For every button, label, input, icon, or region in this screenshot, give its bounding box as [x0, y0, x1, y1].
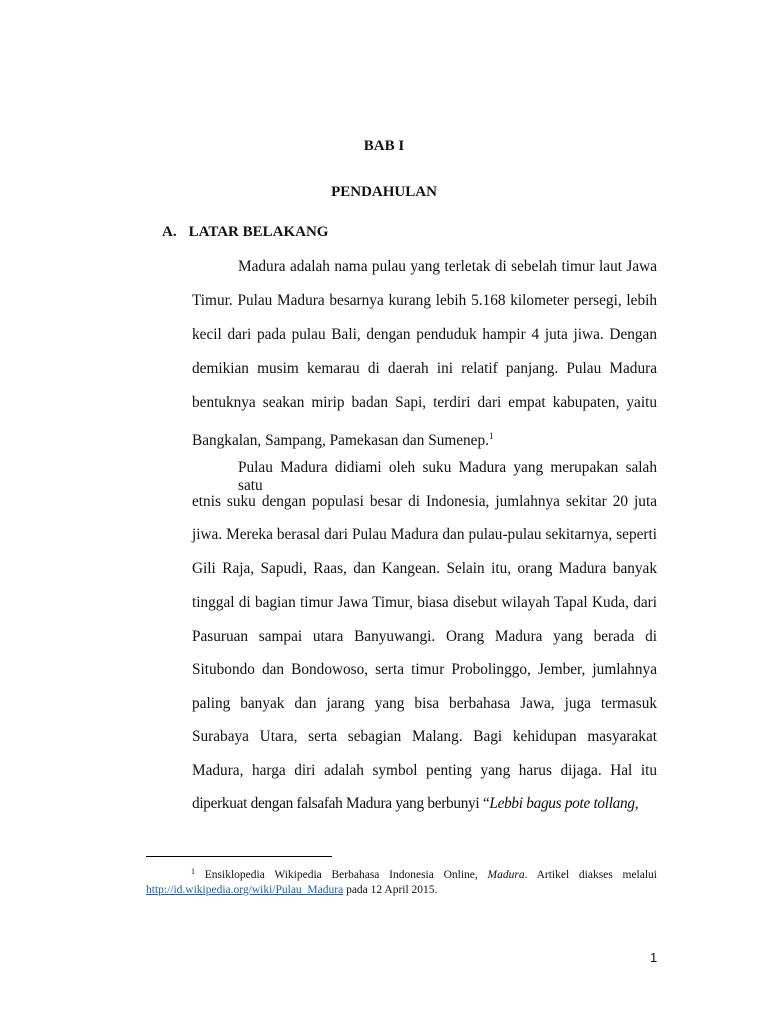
section-heading — [162, 224, 328, 241]
chapter-title: PENDAHULAN — [331, 184, 437, 200]
footnote-line-1 — [146, 864, 657, 883]
text-line: tinggal di bagian timur Jawa Timur, biasa disebut wilayah Tapal Kuda, dari — [192, 594, 657, 611]
italic-quote: Lebbi bagus pote tollang, — [489, 795, 639, 812]
text-line — [192, 795, 657, 813]
footnote-italic: Madura — [487, 869, 525, 881]
footnote — [146, 864, 657, 898]
text-line: etnis suku dengan populasi besar di Indonesia, jumlahnya sekitar 20 juta — [192, 493, 657, 510]
text-line: Timur. Pulau Madura besarnya kurang lebih 5.168 kilometer persegi, lebih — [192, 292, 657, 309]
chapter-heading: BAB I — [363, 138, 405, 154]
footnote-text: . Artikel diakses melalui — [524, 869, 657, 881]
section-title: LATAR BELAKANG — [188, 224, 329, 240]
footnote-text: pada 12 April 2015. — [343, 884, 438, 896]
page-number: 1 — [650, 950, 658, 965]
text-line: Madura adalah nama pulau yang terletak di sebelah timur laut Jawa — [238, 258, 657, 275]
text-line: bentuknya seakan mirip badan Sapi, terdiri dari empat kabupaten, yaitu — [192, 394, 657, 411]
text-line: Gili Raja, Sapudi, Raas, dan Kangean. Selain itu, orang Madura banyak — [192, 560, 657, 577]
text-line: Madura, harga diri adalah symbol penting yang harus dijaga. Hal itu — [192, 762, 657, 779]
text-line: Situbondo dan Bondowoso, serta timur Probolinggo, Jember, jumlahnya — [192, 661, 657, 678]
text-line: kecil dari pada pulau Bali, dengan penduduk hampir 4 juta jiwa. Dengan — [192, 326, 657, 343]
footnote-number: 1 — [191, 867, 195, 876]
text-line-content: diperkuat dengan falsafah Madura yang berbunyi “ — [192, 795, 490, 812]
footnote-ref[interactable]: 1 — [488, 431, 494, 441]
text-line: paling banyak dan jarang yang bisa berbahasa Jawa, juga termasuk — [192, 695, 657, 712]
text-line: demikian musim kemarau di daerah ini relatif panjang. Pulau Madura — [192, 360, 657, 377]
text-line: Surabaya Utara, serta sebagian Malang. Bagi kehidupan masyarakat — [192, 728, 657, 745]
footnote-link[interactable]: http://id.wikipedia.org/wiki/Pulau_Madura — [146, 884, 344, 896]
text-line: Pasuruan sampai utara Banyuwangi. Orang Madura yang berada di — [192, 628, 657, 645]
text-line: jiwa. Mereka berasal dari Pulau Madura dan pulau-pulau sekitarnya, seperti — [192, 526, 657, 543]
footnote-line-2 — [146, 883, 657, 898]
footnote-text: Ensiklopedia Wikipedia Berbahasa Indonesia Online, — [204, 869, 488, 881]
text-line — [192, 427, 657, 450]
text-line-content: Bangkalan, Sampang, Pamekasan dan Sumenep. — [192, 432, 489, 449]
text-line: Pulau Madura didiami oleh suku Madura yang merupakan salah satu — [238, 459, 657, 494]
section-label: A. — [162, 224, 177, 240]
footnote-separator — [146, 856, 332, 857]
